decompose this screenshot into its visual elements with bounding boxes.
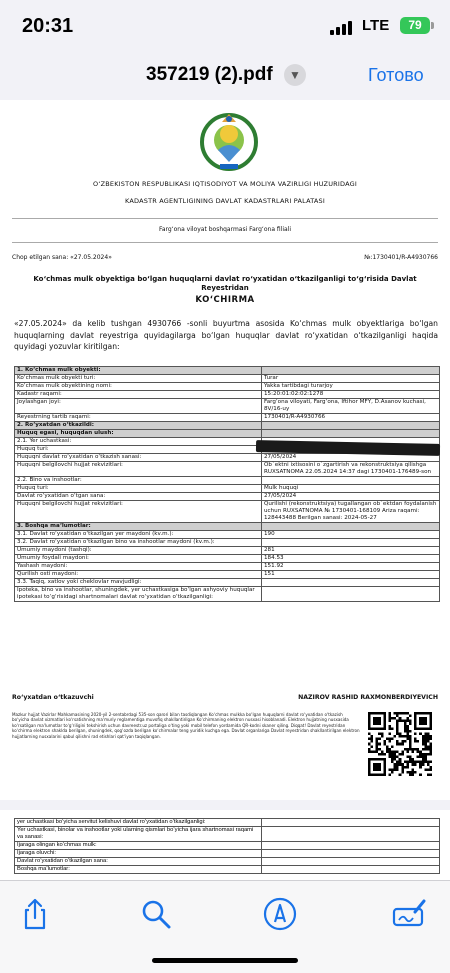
search-icon[interactable] [138, 896, 174, 932]
row-value [262, 866, 440, 874]
row-value: 151 [262, 571, 440, 579]
qr-code-icon [368, 712, 432, 776]
row-label: 3.2. Davlat ro‘yxatidan o‘tkazilgan bino va inshootlar maydoni (kv.m.): [15, 539, 262, 547]
branch-name: Farg‘ona viloyat boshqarmasi Farg‘ona filiali [158, 226, 292, 233]
row-value [262, 523, 440, 531]
row-value [262, 842, 440, 850]
done-button[interactable]: Готово [368, 65, 424, 85]
table-row [15, 827, 440, 842]
row-value: Turar [262, 375, 440, 383]
battery-icon: 79 [400, 17, 430, 34]
table-row [15, 819, 440, 827]
row-value [262, 819, 440, 827]
table-row [15, 842, 440, 850]
status-time: 20:31 [22, 15, 74, 37]
row-value: 27/05/2024 [262, 493, 440, 501]
document-subheading: KO‘CHIRMA [195, 295, 255, 305]
row-value [262, 858, 440, 866]
row-value: 281 [262, 547, 440, 555]
document-title[interactable]: 357219 (2).pdf [146, 64, 273, 85]
row-label: Huquq egasi, huquqdan ulush: [15, 430, 262, 438]
register-table-2 [14, 818, 440, 874]
page-gap [0, 800, 450, 810]
table-row [15, 587, 440, 602]
row-value: Yakka tartibdagi turarjoy [262, 383, 440, 391]
signer-label: Ro‘yxatdan o‘tkazuvchi [12, 694, 94, 701]
row-label: Ko‘chmas mulk obyektining nomi: [15, 383, 262, 391]
table-row [15, 367, 440, 375]
table-row [15, 571, 440, 579]
row-value: 190 [262, 531, 440, 539]
row-label: Ipoteka, bino va inshootlar, shuningdek, yer uchastkasiga bo‘lgan ashyoviy huquqlar ipotekasi to‘g‘risidagi shartnomalari davlat ro‘yxatidan o‘tkazilganligi: [15, 587, 262, 602]
table-row [15, 501, 440, 523]
org-line-2: KADASTR AGENTLIGINING DAVLAT KADASTRLARI PALATASI [125, 197, 325, 205]
org-line-1: O‘ZBEKISTON RESPUBLIKASI IQTISODIYOT VA MOLIYA VAZIRLIGI HUZURIDAGI [93, 180, 357, 188]
row-label: Yer uchastkasi, binolar va inshootlar yoki ularning qismlari bo‘yicha ijara shartnomasi raqami va sanasi: [15, 827, 262, 842]
battery-tip [431, 22, 434, 29]
row-value: Ob`ektni ixtisosini o`zgartirish va rekonstruktsiya qilishga RUXSATNOMA 22.05.2024 14:37 dagi 1730401-176489-son [262, 462, 440, 477]
row-value: 15:20:01:02:02:1278 [262, 391, 440, 399]
status-bar [0, 0, 450, 52]
row-label: 3.1. Davlat ro‘yxatidan o‘tkazilgan yer maydoni (kv.m.): [15, 531, 262, 539]
row-value [262, 422, 440, 430]
table-row [15, 850, 440, 858]
network-label: LTE [362, 17, 390, 34]
registry-number: №:1730401/R-A4930766 [364, 254, 438, 261]
row-label: Joylashgan joyi: [15, 399, 262, 414]
table-row [15, 391, 440, 399]
row-value [262, 579, 440, 587]
table-row [15, 866, 440, 874]
table-row [15, 414, 440, 422]
table-row [15, 422, 440, 430]
table-row [15, 493, 440, 501]
state-emblem-icon [198, 110, 260, 174]
row-label: 2.2. Bino va inshootlar: [15, 477, 262, 485]
table-row [15, 563, 440, 571]
divider [12, 218, 438, 219]
row-label: Ijaraga olingan ko‘chmas mulk: [15, 842, 262, 850]
register-table [14, 366, 440, 602]
row-label: Umumiy foydali maydoni: [15, 555, 262, 563]
table-row [15, 375, 440, 383]
row-label: 3.3. Taqiq, xatlov yoki cheklovlar mavjudligi: [15, 579, 262, 587]
row-value: Qurilishi (rekonstruktsiya) tugallangan ob`ektdan foydalanish uchun RUXSATNOMA № 1730401-168109 Ariza raqami: 128443488 Berilgan sanasi: 2024-05-27 [262, 501, 440, 523]
row-label: Ijaraga oluvchi: [15, 850, 262, 858]
signer-name: NAZIROV RASHID RAXMONBERDIYEVICH [298, 694, 438, 701]
table-row [15, 579, 440, 587]
row-value [262, 477, 440, 485]
row-label: Davlat ro‘yxatidan o‘tkazilgan sana: [15, 858, 262, 866]
print-date: Chop etilgan sana: «27.05.2024» [12, 254, 112, 261]
row-value: 1730401/R-A4930766 [262, 414, 440, 422]
pdf-page-2[interactable] [0, 810, 450, 890]
row-label: Yashash maydoni: [15, 563, 262, 571]
row-label: yer uchastkasi bo‘yicha servitut kelishuvi davlat ro‘yxatidan o‘tkazilganligi: [15, 819, 262, 827]
row-value: Farg‘ona viloyati, Farg‘ona, Iftihor MFY, D.Asanov kuchasi, 8V/16-uy [262, 399, 440, 414]
row-value [262, 367, 440, 375]
row-label: 2. Ro‘yxatdan o‘tkazildi: [15, 422, 262, 430]
table-row [15, 547, 440, 555]
table-row [15, 531, 440, 539]
row-label: 2.1. Yer uchastkasi: [15, 438, 262, 446]
footnote: Mazkur hujjat Vazirlar Mahkamasining 2020-yil 2-sentabrdagi 535-son qarori bilan tasdiqlangan Ko‘chmas mulkka bo‘lgan huquqlarni davlat ro‘yxatidan o‘tkazish bo‘yicha davlat xizmatlari ko‘rsatishning ma‘muriy reglamentiga muvofiq shakllantirilgan Ko‘chirmaning elektron nusxasi hisoblanadi. Elektron hujjatning nusxasida ko‘rsatilgan ma‘lumotlar to‘g‘riligini tekshirish uchun davreestr.uz portaliga o‘ting yoki mobil telefon yordamida QR-kodni skaner qiling. Diqqat! Davlat reyestridan ko‘chirma elektron shaklda berilgan, shuningdek, qog‘ozda berilgan ko‘chirmalar teng yuridik kuchga ega. Davlat organlariga Davlat reyestridan shakllantirilgan elektron hujjatlarning nusxalarini qabul qilishni rad etishlari qat‘iyan taqiqlangan. [12, 712, 360, 739]
row-label: Boshqa ma‘lumotlar: [15, 866, 262, 874]
table-row [15, 462, 440, 477]
row-label: Kadastr raqami: [15, 391, 262, 399]
row-value: Mulk huquqi [262, 485, 440, 493]
row-label: 1. Ko‘chmas mulk obyekti: [15, 367, 262, 375]
home-indicator [152, 958, 298, 963]
row-label: Umumiy maydoni (tashqi): [15, 547, 262, 555]
row-value [262, 850, 440, 858]
divider [12, 242, 438, 243]
row-value [262, 539, 440, 547]
row-value [262, 587, 440, 602]
row-value: 27/05/2024 [262, 454, 440, 462]
intro-paragraph: «27.05.2024» da kelib tushgan 4930766 -sonli buyurtma asosida Ko‘chmas mulk obyektlariga bo‘lgan huquqlarning davlat reyestriga quyidagilarga bo‘lgan huquqlar davlat ro‘yxatidan o‘tkazilganligi haqida quyidagi yozuvlar kiritilgan: [14, 319, 438, 351]
table-row [15, 555, 440, 563]
markup-icon[interactable] [262, 896, 298, 932]
table-row [15, 523, 440, 531]
row-label: Qurilish osti maydoni: [15, 571, 262, 579]
table-row [15, 454, 440, 462]
document-heading: Ko‘chmas mulk obyektiga bo‘lgan huquqlarni davlat ro‘yxatidan o‘tkazilganligi to‘g‘risida Davlat Reyestridan [33, 275, 417, 292]
share-icon[interactable] [17, 896, 53, 932]
row-label: Davlat ro‘yxatidan o‘tgan sana: [15, 493, 262, 501]
table-row [15, 539, 440, 547]
table-row [15, 430, 440, 438]
row-value: 184.53 [262, 555, 440, 563]
row-label: Huquqni belgilovchi hujjat rekvizitlari: [15, 501, 262, 523]
table-row [15, 383, 440, 391]
row-value: 151.92 [262, 563, 440, 571]
table-row [15, 485, 440, 493]
nav-bar [0, 52, 450, 100]
table-row [15, 858, 440, 866]
row-label: Huquqni belgilovchi hujjat rekvizitlari: [15, 462, 262, 477]
signal-icon [330, 21, 356, 35]
row-label: Huquq turi: [15, 485, 262, 493]
row-label: Huquq turi: [15, 446, 262, 454]
sign-icon[interactable] [391, 896, 427, 932]
row-value [262, 827, 440, 842]
row-value [262, 430, 440, 438]
row-label: 3. Boshqa ma‘lumotlar: [15, 523, 262, 531]
chevron-down-icon[interactable]: ▼ [284, 64, 306, 86]
row-label: Ko‘chmas mulk obyekti turi: [15, 375, 262, 383]
row-label: Huquqni davlat ro‘yxatidan o‘tkazish sanasi: [15, 454, 262, 462]
table-row [15, 399, 440, 414]
table-row [15, 477, 440, 485]
row-label: Reyestrning tartib raqami: [15, 414, 262, 422]
pdf-page[interactable] [0, 100, 450, 800]
